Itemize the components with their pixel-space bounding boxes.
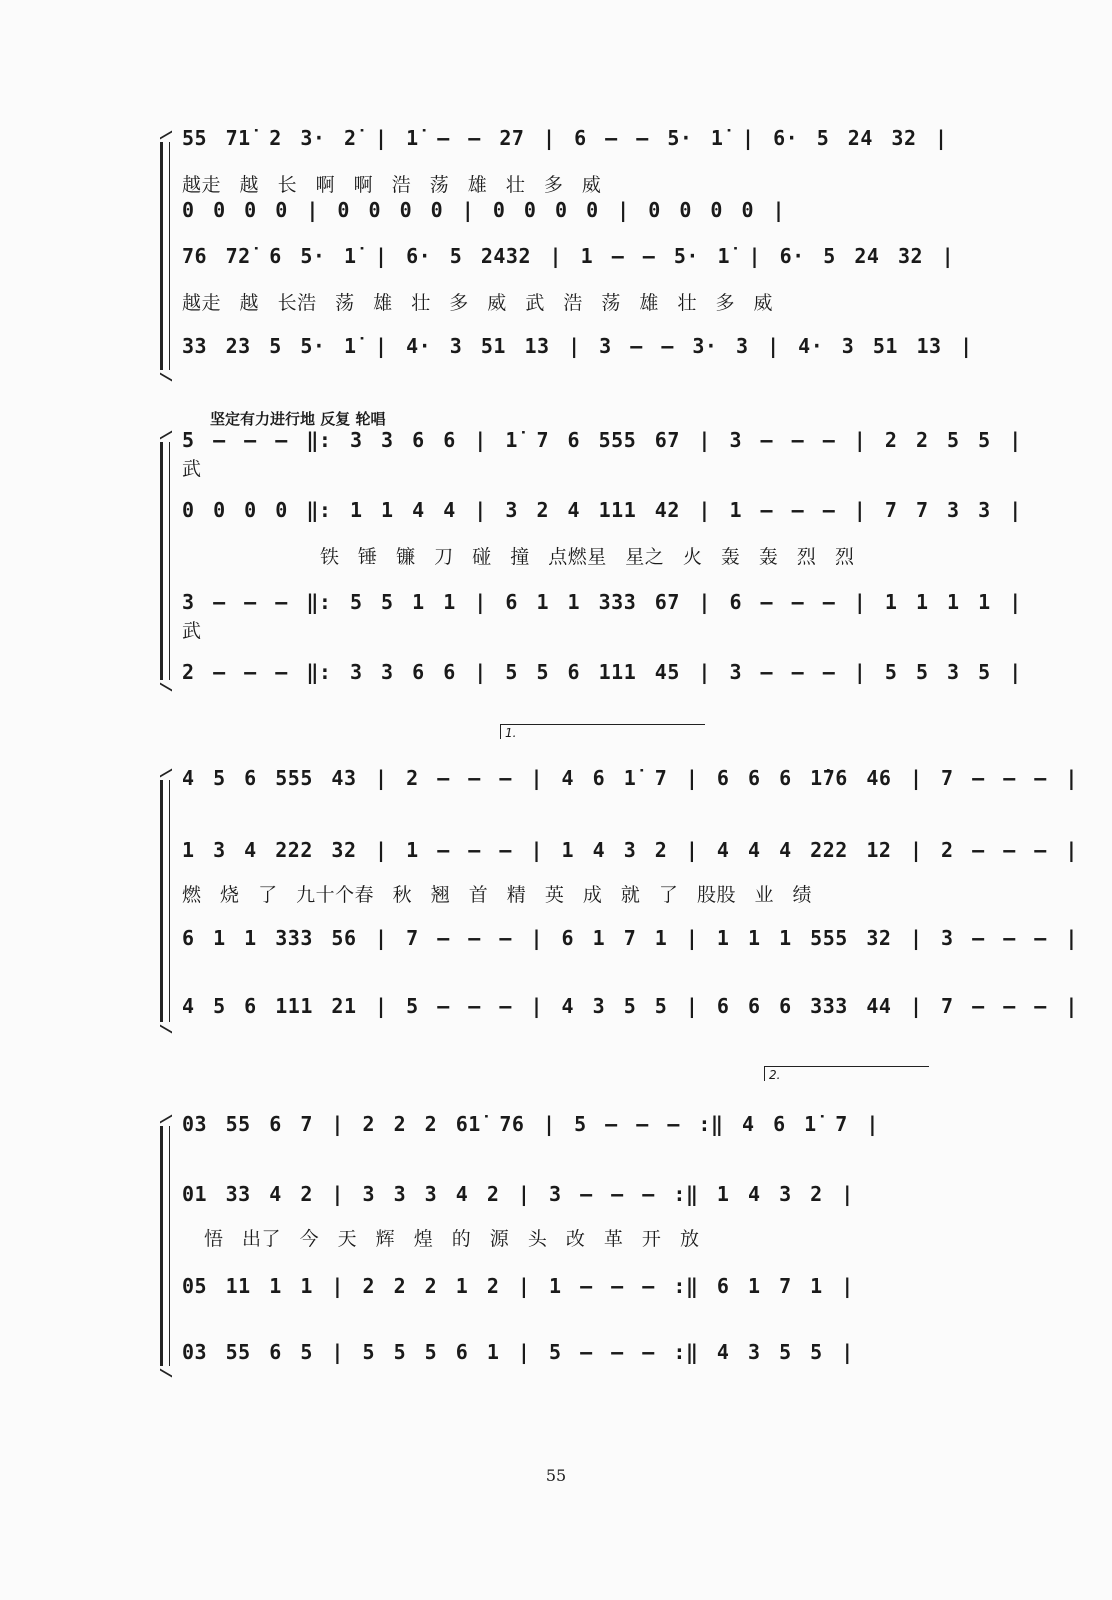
score-system-4 [160, 1108, 960, 1378]
notation-line: 1 3 4 222 32 | 1 – – – | 1 4 3 2 | 4 4 4 222 12 | 2 – – – | [182, 838, 1078, 862]
notation-line: 3 – – – ‖: 5 5 1 1 | 6 1 1 333 67 | 6 – – – | 1 1 1 1 | [182, 590, 1022, 614]
lyric-line: 越走 越 长浩 荡 雄 壮 多 威 武 浩 荡 雄 壮 多 威 [182, 292, 774, 314]
notation-line: 01 33 4 2 | 3 3 3 4 2 | 3 – – – :‖ 1 4 3 2 | [182, 1182, 854, 1206]
notation-line: 0 0 0 0 | 0 0 0 0 | 0 0 0 0 | 0 0 0 0 | [182, 198, 786, 222]
lyric-line: 越走 越 长 啊 啊 浩 荡 雄 壮 多 威 [182, 174, 602, 196]
notation-line: 55 71̇ 2 3· 2̇ | 1̇ – – 27 | 6 – – 5· 1̇ | 6· 5 24 32 | [182, 126, 948, 150]
tempo-marking: 坚定有力进行地 反复 轮唱 [210, 410, 386, 428]
system-brace [160, 442, 170, 680]
page-number: 55 [545, 1466, 567, 1485]
notation-line: 2 – – – ‖: 3 3 6 6 | 5 5 6 111 45 | 3 – – – | 5 5 3 5 | [182, 660, 1022, 684]
notation-line: 4 5 6 555 43 | 2 – – – | 4 6 1̇ 7 | 6 6 6 1̇76 46 | 7 – – – | [182, 766, 1078, 790]
notation-line: 5 – – – ‖: 3 3 6 6 | 1̇ 7 6 555 67 | 3 – – – | 2 2 5 5 | [182, 428, 1022, 452]
lyric-line: 武 [182, 620, 202, 642]
notation-line: 03 55 6 5 | 5 5 5 6 1 | 5 – – – :‖ 4 3 5 5 | [182, 1340, 854, 1364]
notation-line: 33 23 5 5· 1̇ | 4· 3 51 13 | 3 – – 3· 3 | 4· 3 51 13 | [182, 334, 973, 358]
lyric-line: 武 [182, 458, 202, 480]
system-brace [160, 780, 170, 1022]
volta-bracket-1: 1. [500, 724, 705, 739]
notation-line: 4 5 6 111 21 | 5 – – – | 4 3 5 5 | 6 6 6 333 44 | 7 – – – | [182, 994, 1078, 1018]
lyric-line: 燃 烧 了 九十个春 秋 翘 首 精 英 成 就 了 股股 业 绩 [182, 884, 813, 906]
notation-line: 05 11 1 1 | 2 2 2 1 2 | 1 – – – :‖ 6 1 7 1 | [182, 1274, 854, 1298]
score-system-2 [160, 428, 1022, 688]
system-brace [160, 1126, 170, 1366]
score-system-1 [160, 122, 973, 372]
notation-line: 03 55 6 7 | 2 2 2 61̇ 76 | 5 – – – :‖ 4 6 1̇ 7 | [182, 1112, 879, 1136]
notation-line: 6 1 1 333 56 | 7 – – – | 6 1 7 1 | 1 1 1 555 32 | 3 – – – | [182, 926, 1078, 950]
system-brace [160, 142, 170, 370]
score-system-3 [160, 762, 1078, 1032]
notation-line: 76 72̇ 6 5· 1̇ | 6· 5 2432 | 1 – – 5· 1̇ | 6· 5 24 32 | [182, 244, 955, 268]
lyric-line: 铁 锤 镰 刀 碰 撞 点燃星 星之 火 轰 轰 烈 烈 [320, 546, 855, 568]
volta-bracket-2: 2. [764, 1066, 929, 1081]
lyric-line: 悟 出了 今 天 辉 煌 的 源 头 改 革 开 放 [204, 1228, 700, 1250]
notation-line: 0 0 0 0 ‖: 1 1 4 4 | 3 2 4 111 42 | 1 – – – | 7 7 3 3 | [182, 498, 1022, 522]
